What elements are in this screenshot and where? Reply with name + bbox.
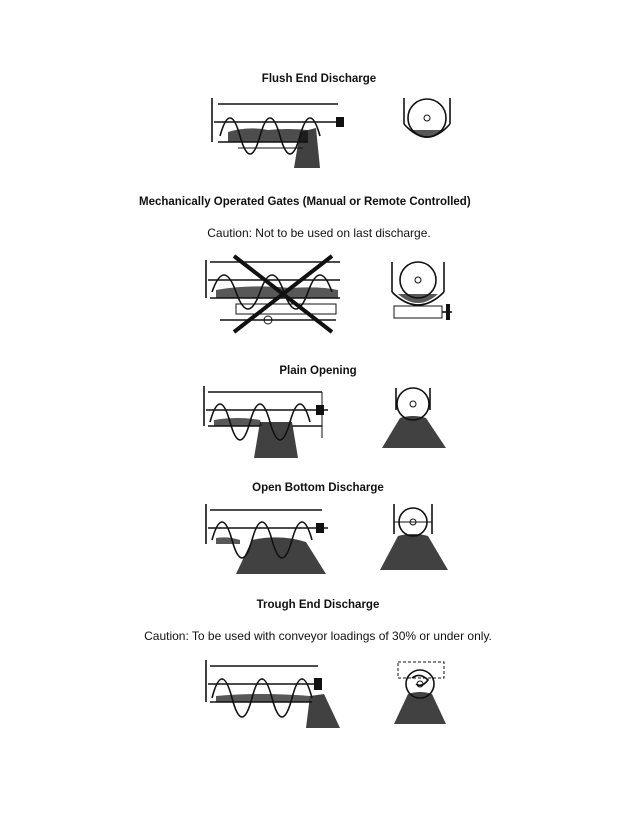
caution-note-trough-end: Caution: To be used with conveyor loadings of 30% or under only.	[144, 629, 492, 643]
flush-end-discharge-end-view	[398, 94, 456, 144]
mechanically-operated-gates-side-view	[200, 254, 348, 334]
section-title-trough-end-discharge: Trough End Discharge	[256, 599, 380, 611]
open-bottom-discharge-side-view	[200, 500, 332, 576]
open-bottom-discharge-end-view	[376, 500, 450, 572]
section-title-flush-end-discharge: Flush End Discharge	[261, 73, 377, 85]
plain-opening-side-view	[198, 382, 334, 460]
trough-end-discharge-end-view	[388, 658, 452, 726]
plain-opening-end-view	[376, 384, 450, 450]
caution-note-gates: Caution: Not to be used on last discharge.	[207, 226, 431, 240]
section-title-mechanically-operated-gates: Mechanically Operated Gates (Manual or Remote Controlled)	[139, 196, 471, 208]
section-title-open-bottom-discharge: Open Bottom Discharge	[252, 482, 384, 494]
mechanically-operated-gates-end-view	[384, 256, 456, 326]
flush-end-discharge-side-view	[208, 92, 354, 170]
section-title-plain-opening: Plain Opening	[279, 365, 357, 377]
trough-end-discharge-side-view	[200, 656, 342, 730]
